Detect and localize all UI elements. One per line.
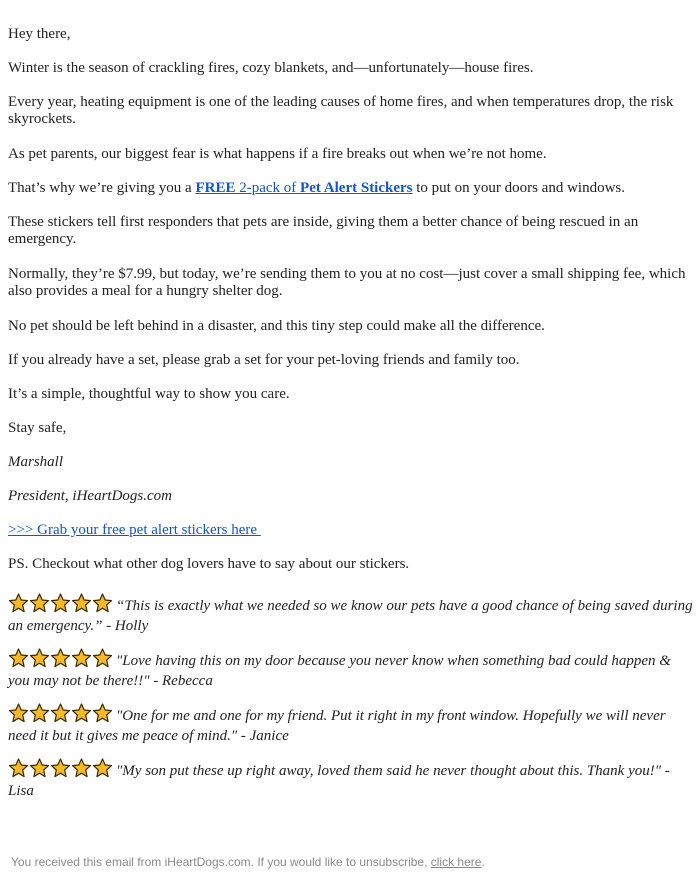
star-icon	[71, 703, 92, 723]
footer-period: .	[481, 855, 485, 869]
signoff: Stay safe,	[8, 420, 67, 436]
star-rating	[8, 593, 113, 618]
signature-title: President, iHeartDogs.com	[8, 488, 173, 504]
star-icon	[8, 703, 29, 723]
paragraph-offer	[8, 180, 625, 197]
star-rating	[8, 648, 113, 673]
footer-text: You received this email from iHeartDogs.com. If you would like to unsubscribe,	[11, 855, 431, 869]
paragraph-already-have: If you already have a set, please grab a set for your pet-loving friends and family too.	[8, 352, 520, 368]
paragraph-winter: Winter is the season of crackling fires, cozy blankets, and—unfortunately—house fires.	[8, 60, 534, 76]
star-icon	[29, 703, 50, 723]
paragraph-no-pet-left: No pet should be left behind in a disaster, and this tiny step could make all the difference.	[8, 318, 545, 334]
review-text: “This is exactly what we needed so we know our pets have a good chance of being saved during an emergency.” - Holly	[8, 598, 693, 634]
star-rating	[8, 758, 113, 783]
review-text: "Love having this on my door because you never know when something bad could happen & you may not be there!!" - Rebecca	[8, 653, 671, 689]
paragraph-fear: As pet parents, our biggest fear is what happens if a fire breaks out when we’re not home.	[8, 146, 547, 162]
grab-stickers-link[interactable]: >>> Grab your free pet alert stickers here	[8, 522, 261, 538]
star-icon	[71, 593, 92, 613]
star-icon	[92, 703, 113, 723]
paragraph-simple-way: It’s a simple, thoughtful way to show you care.	[8, 386, 290, 402]
review-item	[8, 648, 694, 690]
signature-name: Marshall	[8, 454, 64, 470]
ps-paragraph: PS. Checkout what other dog lovers have to say about our stickers.	[8, 556, 410, 572]
star-icon	[71, 648, 92, 668]
paragraph-price: Normally, they’re $7.99, but today, we’re sending them to you at no cost—just cover a small shipping fee, which also provides a meal for a hungry shelter dog.	[8, 266, 686, 299]
email-footer	[11, 855, 485, 869]
star-icon	[50, 648, 71, 668]
offer-text-before: That’s why we’re giving you a	[8, 180, 196, 196]
star-icon	[8, 758, 29, 778]
offer-text-after: to put on your doors and windows.	[412, 180, 626, 196]
star-icon	[8, 593, 29, 613]
star-icon	[29, 648, 50, 668]
greeting: Hey there,	[8, 26, 71, 42]
star-icon	[29, 593, 50, 613]
paragraph-heating: Every year, heating equipment is one of the leading causes of home fires, and when temperatures drop, the risk skyrockets.	[8, 94, 674, 127]
star-icon	[50, 758, 71, 778]
star-icon	[92, 593, 113, 613]
pet-alert-stickers-label: Pet Alert Stickers	[300, 180, 413, 196]
star-icon	[50, 593, 71, 613]
review-item	[8, 758, 694, 800]
star-icon	[71, 758, 92, 778]
review-text: "My son put these up right away, loved them said he never thought about this. Thank you!" - Lisa	[8, 763, 670, 799]
star-icon	[50, 703, 71, 723]
star-icon	[8, 648, 29, 668]
review-text: "One for me and one for my friend. Put it right in my front window. Hopefully we will never need it but it gives me peace of mind." - Janice	[8, 708, 666, 744]
star-icon	[92, 758, 113, 778]
unsubscribe-link[interactable]: click here	[430, 855, 482, 869]
star-rating	[8, 703, 113, 728]
free-stickers-link[interactable]	[195, 180, 412, 196]
paragraph-responders: These stickers tell first responders that pets are inside, giving them a better chance of being rescued in an emergency.	[8, 214, 639, 247]
review-item	[8, 593, 694, 635]
free-label: FREE	[195, 180, 236, 196]
two-pack-label: 2-pack of	[235, 180, 301, 196]
review-item	[8, 703, 694, 745]
star-icon	[29, 758, 50, 778]
star-icon	[92, 648, 113, 668]
cta-paragraph	[8, 522, 261, 539]
